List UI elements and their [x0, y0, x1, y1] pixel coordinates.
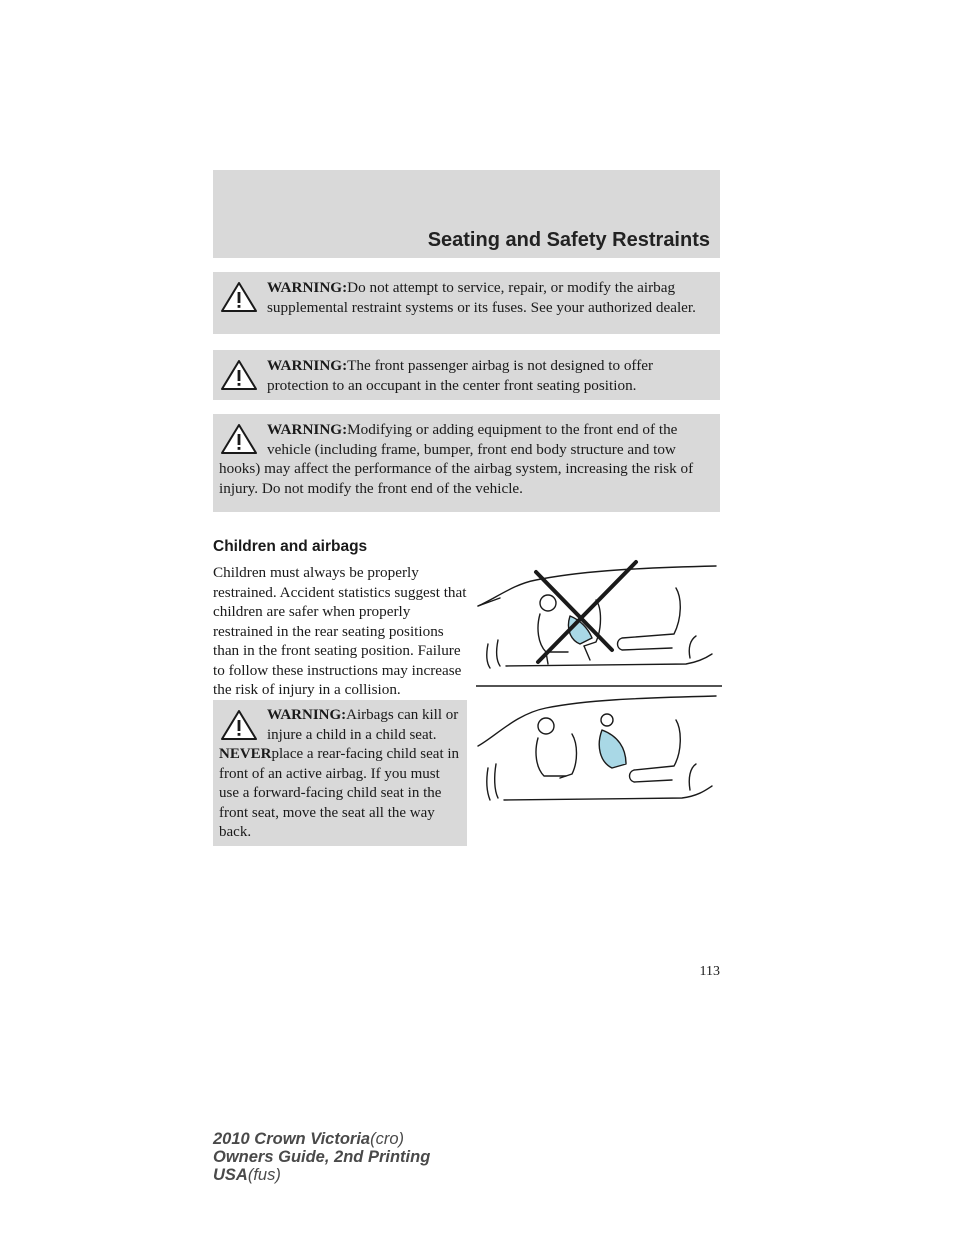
footer-line-1 — [213, 1130, 430, 1148]
footer-model-code: (cro) — [370, 1130, 405, 1148]
footer-line-3 — [213, 1166, 430, 1184]
section-header-band — [213, 170, 720, 258]
warning-box-child-seat — [213, 700, 467, 846]
warning-triangle-icon — [219, 708, 259, 742]
footer-print-info — [213, 1130, 430, 1184]
footer-line-2: Owners Guide, 2nd Printing — [213, 1148, 431, 1166]
warning-text: The front passenger airbag is not designed to offer protection to an occupant in the center front seating position. — [267, 357, 654, 394]
car-correct-diagram — [478, 696, 716, 800]
warning-emphasis: NEVER — [219, 746, 272, 762]
page-number: 113 — [699, 964, 720, 979]
warning-label: WARNING: — [267, 357, 348, 374]
car-incorrect-diagram — [476, 562, 722, 686]
warning-triangle-icon — [219, 280, 259, 314]
warning-label: WARNING: — [267, 279, 348, 296]
footer-model: 2010 Crown Victoria — [213, 1130, 371, 1148]
warning-box-service — [213, 272, 720, 334]
warning-label: WARNING: — [267, 421, 348, 438]
warning-text: Modifying or adding equipment to the front end of the vehicle (including frame, bumper, front end body structure and tow hooks) may affect the performance of the airbag system, increasing the risk of injury. Do not modify the front end of the vehicle. — [219, 421, 694, 497]
footer-market-code: (fus) — [247, 1166, 281, 1184]
section-title: Seating and Safety Restraints — [427, 229, 710, 251]
warning-label: WARNING: — [267, 707, 347, 723]
warning-triangle-icon — [219, 422, 259, 456]
warning-box-center-seat — [213, 350, 720, 400]
warning-box-front-end — [213, 414, 720, 512]
section-body: Children must always be properly restrained. Accident statistics suggest that children are safer when properly restrained in the rear seating positions than in the front seating position. Failure to follow these instructions may increase the risk of injury in a collision. — [213, 564, 467, 698]
child-seat-airbag-illustration — [476, 558, 722, 848]
section-heading: Children and airbags — [213, 538, 368, 555]
warning-text-continued: place a rear-facing child seat in front of an active airbag. If you must use a forward-facing child seat in the front seat, move the seat all the way back. — [219, 746, 460, 840]
footer-market: USA — [213, 1166, 248, 1184]
warning-triangle-icon — [219, 358, 259, 392]
warning-text: Do not attempt to service, repair, or modify the airbag supplemental restraint systems or its fuses. See your authorized dealer. — [267, 279, 696, 316]
warning-text: Airbags can kill or injure a child in a child seat. — [267, 707, 459, 743]
